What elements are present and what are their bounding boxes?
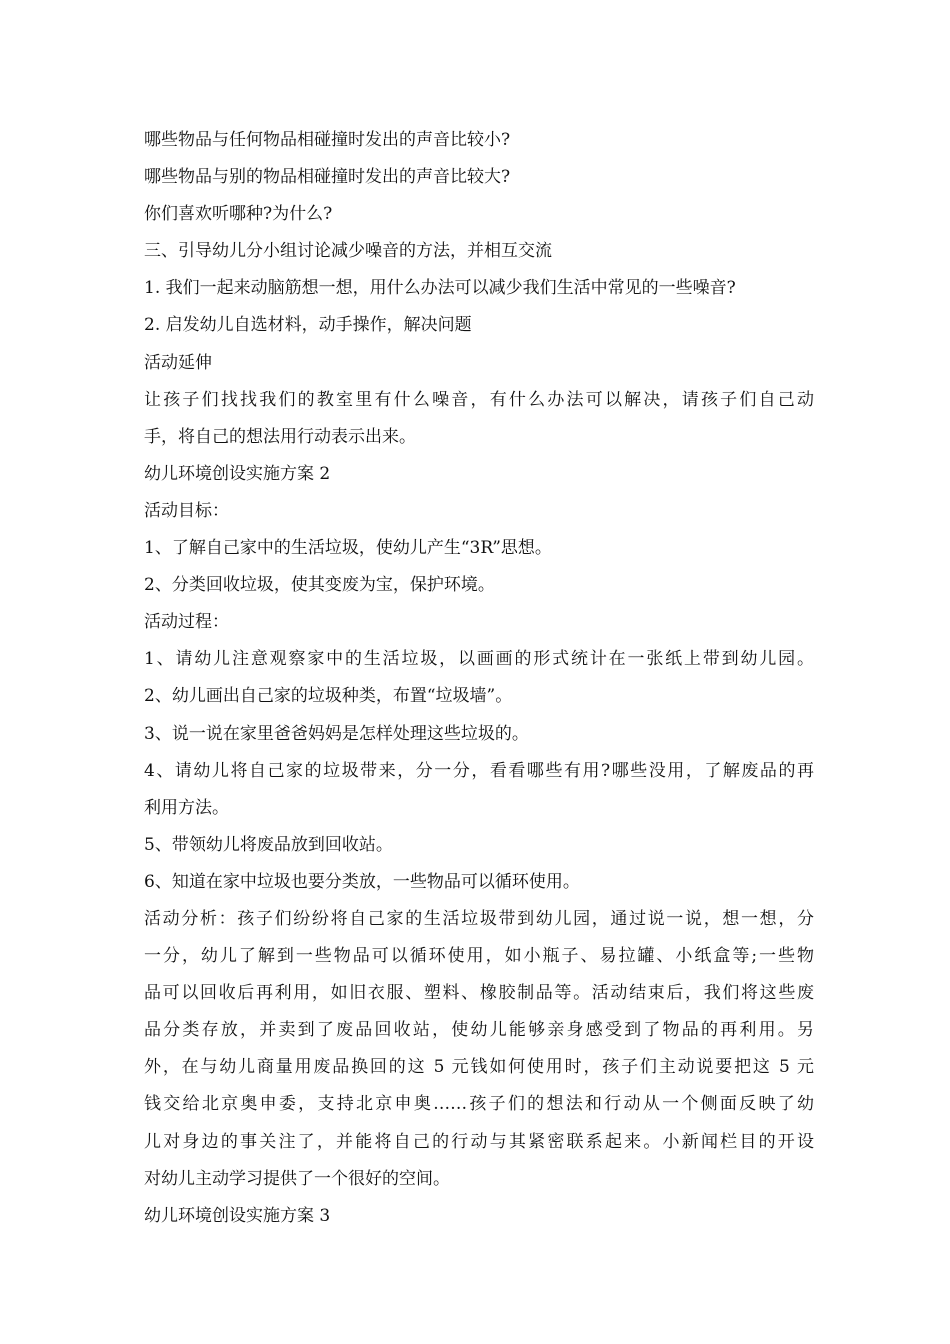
list-item: 2、分类回收垃圾，使其变废为宝，保护环境。 [144, 575, 495, 596]
text-line: 钱交给北京奥申委，支持北京申奥……孩子们的想法和行动从一个侧面反映了幼 [144, 1094, 814, 1115]
text-line: 让孩子们找找我们的教室里有什么噪音，有什么办法可以解决，请孩子们自己动 [144, 389, 814, 410]
document-title: 幼儿环境创设实施方案 3 [144, 1205, 331, 1226]
text-line: 品可以回收后再利用，如旧衣服、塑料、橡胶制品等。活动结束后，我们将这些废 [144, 983, 814, 1004]
text-line: 哪些物品与任何物品相碰撞时发出的声音比较小? [144, 130, 511, 150]
text-line: 2. 启发幼儿自选材料，动手操作，解决问题 [144, 315, 472, 336]
list-item: 5、带领幼儿将废品放到回收站。 [144, 834, 393, 855]
text-line: 利用方法。 [144, 797, 229, 818]
list-item: 1、了解自己家中的生活垃圾，使幼儿产生“3R”思想。 [144, 538, 552, 559]
document-title: 幼儿环境创设实施方案 2 [144, 463, 331, 484]
text-line: 哪些物品与别的物品相碰撞时发出的声音比较大? [144, 167, 511, 188]
text-line: 手，将自己的想法用行动表示出来。 [144, 426, 416, 447]
list-item: 1、请幼儿注意观察家中的生活垃圾，以画画的形式统计在一张纸上带到幼儿园。 [144, 649, 814, 670]
text-line: 你们喜欢听哪种?为什么? [144, 204, 333, 225]
section-heading: 活动过程： [144, 612, 229, 633]
list-item: 6、知道在家中垃圾也要分类放，一些物品可以循环使用。 [144, 871, 580, 892]
section-heading: 三、引导幼儿分小组讨论减少噪音的方法，并相互交流 [144, 241, 552, 262]
text-line: 外，在与幼儿商量用废品换回的这 5 元钱如何使用时，孩子们主动说要把这 5 元 [144, 1057, 814, 1078]
text-line: 对幼儿主动学习提供了一个很好的空间。 [144, 1168, 450, 1189]
text-line: 1. 我们一起来动脑筋想一想，用什么办法可以减少我们生活中常见的一些噪音? [144, 278, 736, 299]
text-line: 儿对身边的事关注了，并能将自己的行动与其紧密联系起来。小新闻栏目的开设 [144, 1131, 814, 1152]
text-line: 品分类存放，并卖到了废品回收站，使幼儿能够亲身感受到了物品的再利用。另 [144, 1020, 814, 1041]
text-line: 活动分析：孩子们纷纷将自己家的生活垃圾带到幼儿园，通过说一说，想一想，分 [144, 908, 814, 929]
section-heading: 活动延伸 [144, 352, 212, 373]
list-item: 3、说一说在家里爸爸妈妈是怎样处理这些垃圾的。 [144, 723, 529, 744]
document-body [144, 122, 814, 1235]
text-line: 一分，幼儿了解到一些物品可以循环使用，如小瓶子、易拉罐、小纸盒等;一些物 [144, 946, 814, 967]
section-heading: 活动目标： [144, 500, 229, 521]
list-item: 2、幼儿画出自己家的垃圾种类，布置“垃圾墙”。 [144, 686, 513, 707]
list-item: 4、请幼儿将自己家的垃圾带来，分一分，看看哪些有用?哪些没用，了解废品的再 [144, 760, 814, 781]
